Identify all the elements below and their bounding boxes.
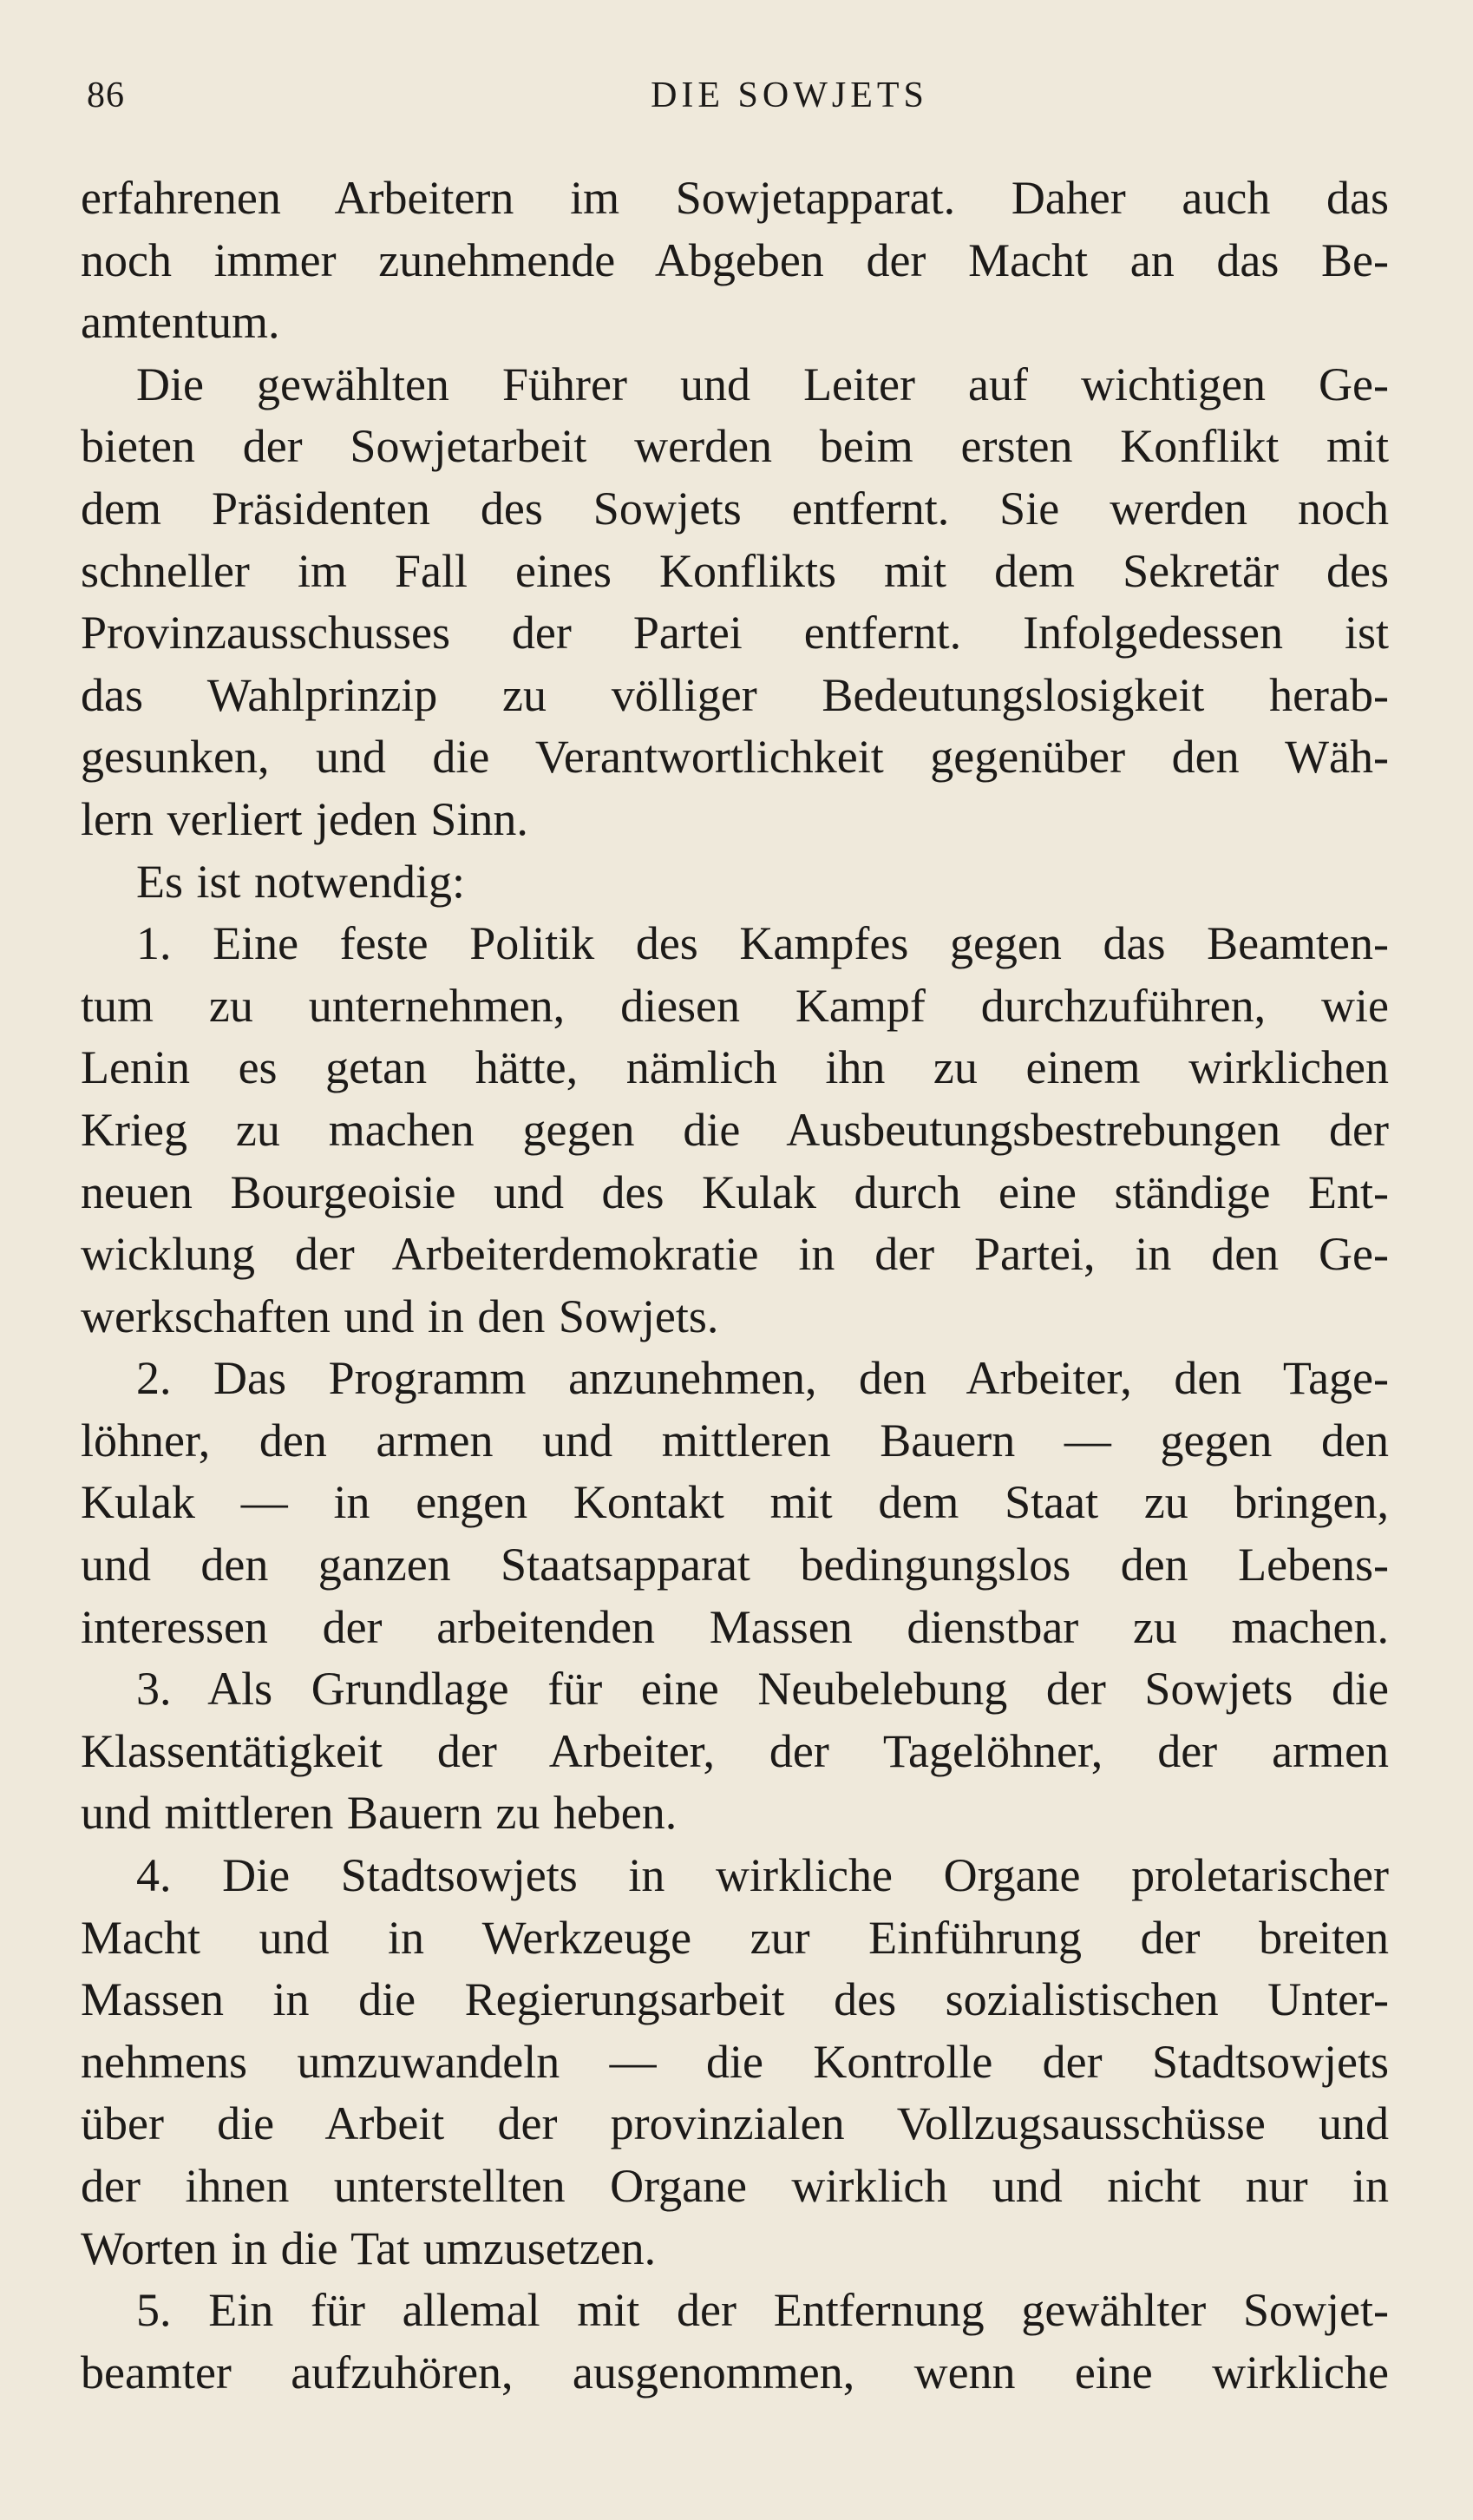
- text-line: beamter aufzuhören, ausgenommen, wenn eine wirkliche: [81, 2346, 1389, 2399]
- body-text: [81, 167, 1389, 2404]
- text-line: werkschaften und in den Sowjets.: [81, 1290, 719, 1342]
- text-line: 1. Eine feste Politik des Kampfes gegen das Beamten-: [136, 917, 1389, 970]
- text-line: und den ganzen Staatsapparat bedingungslos den Lebens-: [81, 1539, 1389, 1591]
- text-line: nehmens umzuwandeln — die Kontrolle der Stadtsowjets: [81, 2035, 1389, 2088]
- text-line: Kulak — in engen Kontakt mit dem Staat zu bringen,: [81, 1476, 1389, 1529]
- text-line: Worten in die Tat umzusetzen.: [81, 2221, 657, 2274]
- text-line: Krieg zu machen gegen die Ausbeutungsbestrebungen der: [81, 1103, 1389, 1156]
- running-title: DIE SOWJETS: [651, 75, 928, 115]
- text-line: 2. Das Programm anzunehmen, den Arbeiter, den Tage-: [136, 1352, 1389, 1405]
- text-line: das Wahlprinzip zu völliger Bedeutungslosigkeit herab-: [81, 668, 1389, 721]
- text-line: Lenin es getan hätte, nämlich ihn zu einem wirklichen: [81, 1041, 1389, 1094]
- text-line: 3. Als Grundlage für eine Neubelebung der Sowjets die: [136, 1663, 1389, 1716]
- text-line: wicklung der Arbeiterdemokratie in der Partei, in den Ge-: [81, 1228, 1389, 1281]
- text-line: neuen Bourgeoisie und des Kulak durch eine ständige Ent-: [81, 1165, 1389, 1218]
- text-line: tum zu unternehmen, diesen Kampf durchzuführen, wie: [81, 979, 1389, 1032]
- page-header: [87, 69, 1388, 121]
- text-line: Provinzausschusses der Partei entfernt. Infolgedessen ist: [81, 607, 1389, 660]
- text-line: 5. Ein für allemal mit der Entfernung gewählter Sowjet-: [136, 2284, 1389, 2337]
- text-line: gesunken, und die Verantwortlichkeit gegenüber den Wäh-: [81, 731, 1389, 784]
- text-line: Massen in die Regierungsarbeit des sozialistischen Unter-: [81, 1973, 1389, 2026]
- text-line: der ihnen unterstellten Organe wirklich und nicht nur in: [81, 2160, 1389, 2212]
- text-line: amtentum.: [81, 296, 280, 349]
- text-line: Klassentätigkeit der Arbeiter, der Tagelöhner, der armen: [81, 1724, 1389, 1777]
- text-line: dem Präsidenten des Sowjets entfernt. Sie werden noch: [81, 482, 1389, 535]
- text-line: 4. Die Stadtsowjets in wirkliche Organe proletarischer: [136, 1849, 1389, 1902]
- text-line: über die Arbeit der provinzialen Vollzugsausschüsse und: [81, 2097, 1389, 2150]
- text-line: Die gewählten Führer und Leiter auf wichtigen Ge-: [136, 358, 1389, 410]
- text-line: und mittleren Bauern zu heben.: [81, 1787, 678, 1840]
- text-line: schneller im Fall eines Konflikts mit dem Sekretär des: [81, 544, 1389, 597]
- text-line: Es ist notwendig:: [136, 855, 465, 908]
- text-line: noch immer zunehmende Abgeben der Macht an das Be-: [81, 233, 1389, 286]
- text-line: erfahrenen Arbeitern im Sowjetapparat. Daher auch das: [81, 172, 1389, 224]
- text-line: interessen der arbeitenden Massen dienstbar zu machen.: [81, 1600, 1389, 1653]
- text-line: bieten der Sowjetarbeit werden beim ersten Konflikt mit: [81, 420, 1389, 473]
- text-line: Macht und in Werkzeuge zur Einführung der breiten: [81, 1911, 1389, 1964]
- text-line: lern verliert jeden Sinn.: [81, 792, 528, 845]
- page-number: 86: [87, 75, 125, 115]
- text-line: löhner, den armen und mittleren Bauern — gegen den: [81, 1414, 1389, 1467]
